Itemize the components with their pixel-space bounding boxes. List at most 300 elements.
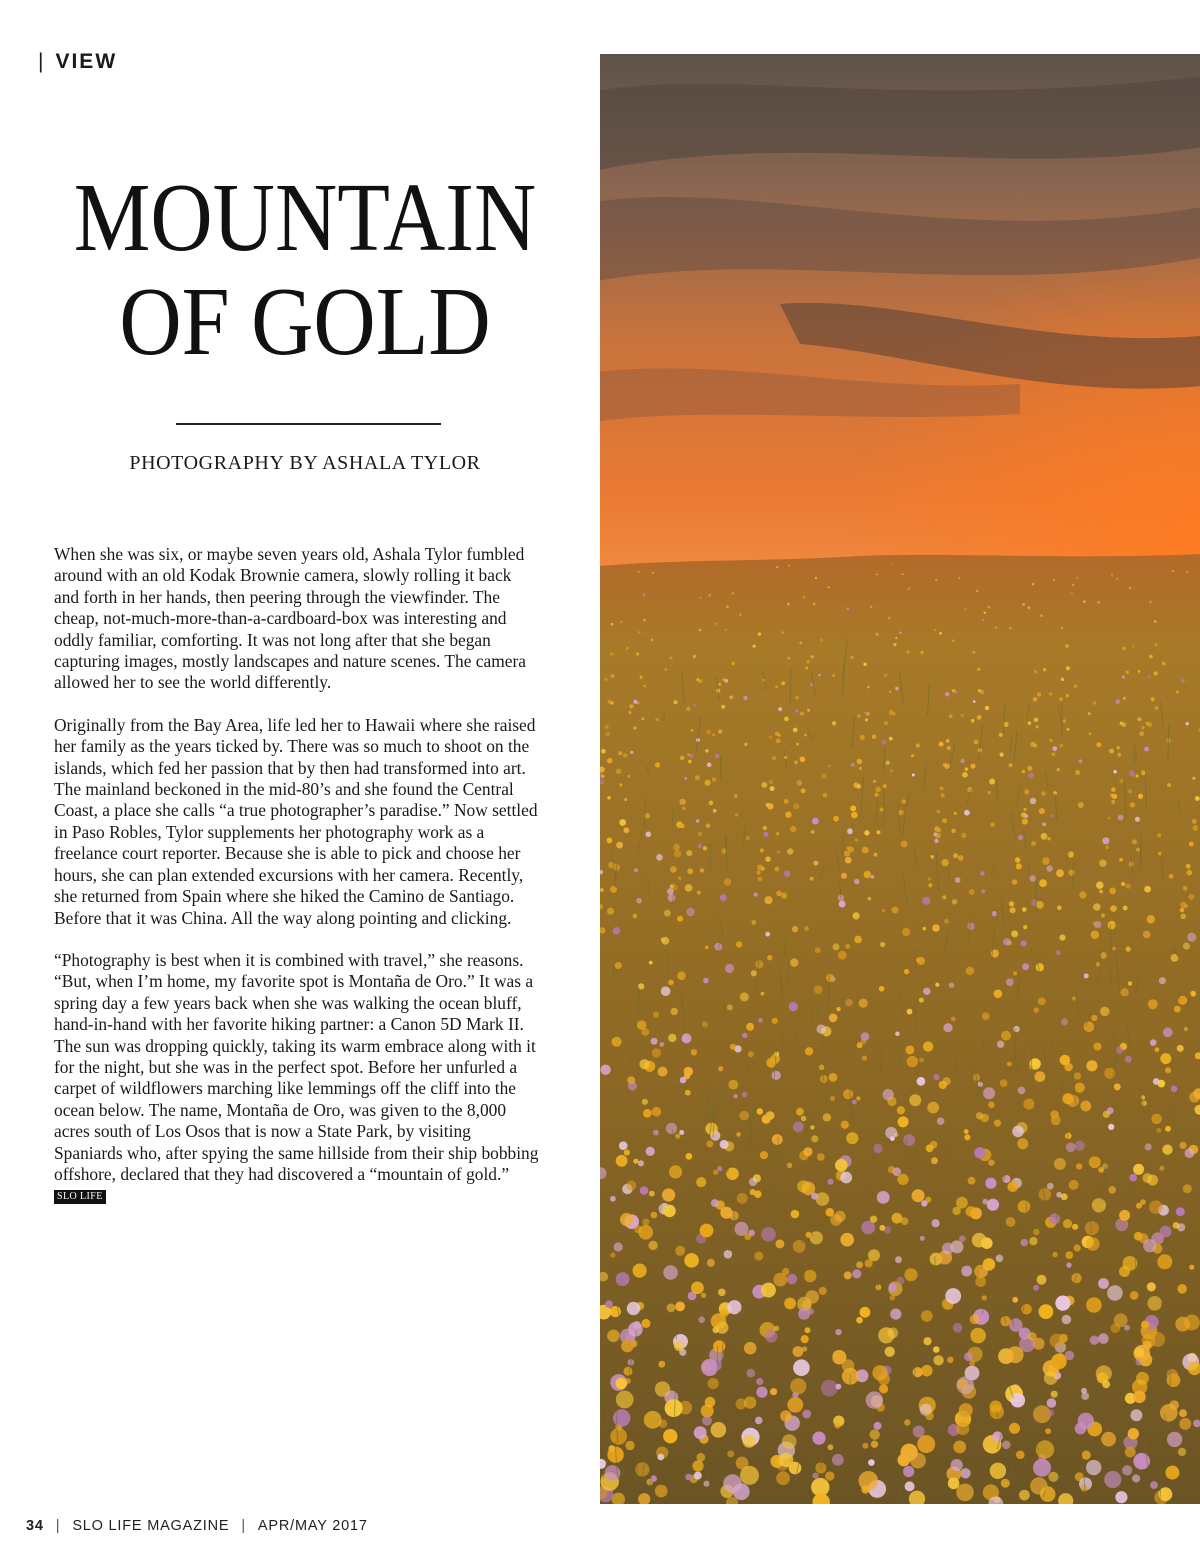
flower-dot bbox=[956, 1197, 968, 1209]
flower-dot bbox=[734, 794, 738, 798]
flower-dot bbox=[937, 810, 941, 814]
flower-dot bbox=[663, 1265, 678, 1280]
flower-dot bbox=[754, 1190, 762, 1198]
flower-dot bbox=[1001, 1031, 1011, 1041]
flower-dot bbox=[713, 809, 717, 813]
flower-dot bbox=[655, 762, 660, 767]
flower-dot bbox=[722, 678, 725, 681]
flower-dot bbox=[1024, 789, 1029, 794]
flower-dot bbox=[1192, 777, 1195, 780]
flower-dot bbox=[746, 836, 750, 840]
flower-dot bbox=[925, 1412, 934, 1421]
flower-dot bbox=[876, 573, 878, 575]
flower-dot bbox=[933, 1346, 940, 1353]
flower-dot bbox=[667, 888, 674, 895]
flower-dot bbox=[1055, 1296, 1070, 1311]
flower-dot bbox=[764, 832, 769, 837]
flower-dot bbox=[1089, 1156, 1101, 1168]
flower-dot bbox=[876, 633, 879, 636]
flower-dot bbox=[1179, 1418, 1191, 1430]
flower-dot bbox=[605, 1300, 613, 1308]
flower-dot bbox=[1079, 891, 1086, 898]
flower-dot bbox=[1067, 728, 1070, 731]
flower-dot bbox=[964, 608, 966, 610]
flower-dot bbox=[775, 686, 778, 689]
flower-dot bbox=[1019, 1490, 1030, 1501]
flower-dot bbox=[643, 1109, 652, 1118]
flower-dot bbox=[815, 947, 821, 953]
flower-dot bbox=[806, 660, 809, 663]
flower-dot bbox=[616, 1155, 628, 1167]
flower-dot bbox=[972, 651, 975, 654]
paragraph-1: When she was six, or maybe seven years old, Ashala Tylor fumbled around with an old Kodak Brownie camera, slowly rolling it back and forth in her hands, then peering through the viewfinder. The cheap, not-much-more-than-a-cardboard-box was interesting and oddly familiar, comforting. It was not long after that she began capturing images, mostly landscapes and nature scenes. The camera allowed her to see the world differently. bbox=[54, 544, 526, 693]
flower-dot bbox=[658, 1361, 665, 1368]
flower-dot bbox=[1169, 1400, 1179, 1410]
flower-dot bbox=[907, 1056, 918, 1067]
flower-dot bbox=[947, 746, 951, 750]
flower-dot bbox=[611, 702, 614, 705]
flower-dot bbox=[1128, 789, 1132, 793]
flower-dot bbox=[640, 1186, 649, 1195]
flower-dot bbox=[1086, 1460, 1101, 1475]
flower-dot bbox=[997, 1041, 1004, 1048]
flower-dot bbox=[799, 642, 802, 645]
flower-dot bbox=[850, 805, 856, 811]
flower-dot bbox=[899, 632, 901, 634]
flower-dot bbox=[1028, 1332, 1037, 1341]
flower-dot bbox=[758, 1018, 763, 1023]
flower-dot bbox=[633, 700, 637, 704]
flower-dot bbox=[961, 833, 967, 839]
flower-dot bbox=[781, 892, 787, 898]
flower-dot bbox=[897, 1277, 905, 1285]
flower-dot bbox=[895, 1032, 900, 1037]
flower-dot bbox=[1099, 890, 1103, 894]
flower-dot bbox=[1149, 1200, 1163, 1214]
flower-dot bbox=[984, 612, 987, 615]
flower-dot bbox=[921, 1200, 927, 1206]
flower-dot bbox=[860, 1307, 871, 1318]
flower-dot bbox=[804, 1270, 817, 1283]
flower-dot bbox=[1167, 1373, 1181, 1387]
flower-dot bbox=[1016, 863, 1022, 869]
flower-dot bbox=[701, 1359, 718, 1376]
flower-dot bbox=[1126, 947, 1131, 952]
flower-dot bbox=[627, 1302, 640, 1315]
flower-dot bbox=[1009, 627, 1012, 630]
flower-dot bbox=[796, 1108, 804, 1116]
title-line-1: MOUNTAIN bbox=[73, 164, 537, 272]
flower-dot bbox=[862, 847, 869, 854]
flower-dot bbox=[879, 1384, 888, 1393]
flower-dot bbox=[975, 1276, 986, 1287]
flower-dot bbox=[949, 982, 955, 988]
flower-dot bbox=[933, 1355, 943, 1365]
flower-dot bbox=[868, 1249, 880, 1261]
flower-dot bbox=[656, 854, 663, 861]
flower-dot bbox=[866, 1391, 883, 1408]
flower-dot bbox=[1035, 1071, 1046, 1082]
flower-dot bbox=[662, 1188, 675, 1201]
flower-dot bbox=[613, 1409, 630, 1426]
flower-dot bbox=[625, 1441, 634, 1450]
flower-dot bbox=[945, 692, 949, 696]
flower-dot bbox=[721, 705, 725, 709]
flower-dot bbox=[1031, 841, 1036, 846]
flower-dot bbox=[922, 927, 926, 931]
flower-dot bbox=[981, 889, 985, 893]
flower-dot bbox=[830, 1096, 835, 1101]
flower-dot bbox=[811, 830, 815, 834]
flower-dot bbox=[1061, 1018, 1068, 1025]
flower-dot bbox=[686, 850, 692, 856]
flower-dot bbox=[1096, 742, 1101, 747]
flower-dot bbox=[1074, 1072, 1082, 1080]
flower-dot bbox=[776, 566, 778, 568]
flower-dot bbox=[834, 1422, 840, 1428]
flower-dot bbox=[621, 1340, 634, 1353]
flower-dot bbox=[874, 1422, 882, 1430]
flower-dot bbox=[805, 1290, 819, 1304]
flower-dot bbox=[958, 855, 964, 861]
flower-dot bbox=[934, 839, 938, 843]
flower-dot bbox=[911, 754, 914, 757]
flower-dot bbox=[1159, 977, 1166, 984]
flower-dot bbox=[728, 1080, 738, 1090]
flower-dot bbox=[610, 1196, 616, 1202]
flower-dot bbox=[927, 1102, 939, 1114]
flower-dot bbox=[1028, 772, 1034, 778]
flower-dot bbox=[623, 753, 627, 757]
flower-dot bbox=[948, 1478, 960, 1490]
flower-dot bbox=[720, 894, 727, 901]
flower-dot bbox=[1049, 692, 1053, 696]
flower-dot bbox=[1062, 1093, 1073, 1104]
flower-dot bbox=[1098, 1278, 1109, 1289]
flower-dot bbox=[895, 687, 899, 691]
flower-dot bbox=[715, 623, 717, 625]
flower-dot bbox=[1134, 1347, 1144, 1357]
flower-dot bbox=[778, 734, 781, 737]
flower-dot bbox=[1060, 1055, 1071, 1066]
flower-dot bbox=[1082, 1451, 1091, 1460]
flower-dot bbox=[740, 1466, 759, 1485]
flower-dot bbox=[677, 916, 683, 922]
flower-dot bbox=[862, 1056, 867, 1061]
flower-dot bbox=[818, 674, 821, 677]
flower-dot bbox=[920, 1236, 925, 1241]
flower-dot bbox=[769, 780, 773, 784]
flower-dot bbox=[793, 803, 799, 809]
flower-dot bbox=[1157, 1254, 1172, 1269]
flower-dot bbox=[934, 629, 936, 631]
flower-dot bbox=[1134, 1232, 1143, 1241]
flower-dot bbox=[843, 1089, 853, 1099]
flower-dot bbox=[1072, 1224, 1078, 1230]
flower-dot bbox=[1081, 1392, 1089, 1400]
flower-dot bbox=[737, 1193, 748, 1204]
flower-dot bbox=[1072, 996, 1076, 1000]
flower-dot bbox=[917, 1077, 926, 1086]
flower-dot bbox=[691, 1282, 704, 1295]
flower-dot bbox=[776, 832, 780, 836]
flower-dot bbox=[682, 1033, 692, 1043]
flower-dot bbox=[757, 1108, 764, 1115]
flower-dot bbox=[1118, 815, 1124, 821]
flower-dot bbox=[966, 1206, 977, 1217]
flower-dot bbox=[1117, 753, 1121, 757]
flower-dot bbox=[680, 824, 685, 829]
flower-dot bbox=[765, 932, 770, 937]
flower-dot bbox=[922, 897, 930, 905]
flower-dot bbox=[1138, 670, 1141, 673]
flower-dot bbox=[685, 1474, 692, 1481]
flower-dot bbox=[919, 1058, 924, 1063]
flower-dot bbox=[939, 1081, 947, 1089]
flower-dot bbox=[1108, 1186, 1116, 1194]
flower-dot bbox=[1102, 837, 1109, 844]
flower-dot bbox=[949, 714, 953, 718]
flower-dot bbox=[1039, 879, 1047, 887]
flower-dot bbox=[720, 1207, 732, 1219]
flower-dot bbox=[646, 832, 652, 838]
flower-dot bbox=[1144, 747, 1149, 752]
flower-dot bbox=[1111, 787, 1116, 792]
flower-dot bbox=[1112, 947, 1116, 951]
flower-dot bbox=[1023, 925, 1027, 929]
flower-dot bbox=[1008, 1181, 1019, 1192]
flower-dot bbox=[952, 689, 956, 693]
flower-dot bbox=[670, 884, 674, 888]
flower-dot bbox=[1180, 902, 1187, 909]
flower-dot bbox=[819, 1287, 827, 1295]
footer-sep-2: | bbox=[241, 1518, 246, 1534]
flower-dot bbox=[601, 749, 606, 754]
flower-dot bbox=[1148, 675, 1151, 678]
flower-dot bbox=[727, 1450, 734, 1457]
flower-dot bbox=[743, 696, 747, 700]
flower-dot bbox=[970, 1314, 980, 1324]
flower-dot bbox=[1165, 1466, 1179, 1480]
flower-dot bbox=[615, 962, 622, 969]
flower-dot bbox=[1105, 845, 1109, 849]
flower-dot bbox=[1179, 1409, 1187, 1417]
flower-dot bbox=[756, 1387, 767, 1398]
flower-dot bbox=[757, 864, 763, 870]
paragraph-2: Originally from the Bay Area, life led her to Hawaii where she raised her family as the years ticked by. There was so much to shoot on the islands, which fed her passion that by then had transformed into art. The mainland beckoned in the mid-80’s and she found the Central Coast, a place she calls “a true photographer’s paradise.” Now settled in Paso Robles, Tylor supplements her photography work as a freelance court reporter. Because she is able to pick and choose her hours, she can plan extended excursions with her camera. Recently, she returned from Spain where she hiked the Camino de Santiago. Before that it was China. All the way along pointing and clicking. bbox=[54, 714, 538, 928]
grass-stem bbox=[717, 1346, 718, 1373]
flower-dot bbox=[825, 1471, 834, 1480]
flower-dot bbox=[671, 1008, 678, 1015]
flower-dot bbox=[729, 695, 733, 699]
flower-dot bbox=[649, 961, 653, 965]
flower-dot bbox=[1176, 690, 1180, 694]
flower-dot bbox=[964, 1352, 973, 1361]
flower-dot bbox=[1123, 906, 1128, 911]
flower-dot bbox=[882, 909, 886, 913]
flower-dot bbox=[1041, 833, 1048, 840]
flower-dot bbox=[845, 857, 852, 864]
flower-dot bbox=[1093, 701, 1097, 705]
flower-dot bbox=[607, 838, 613, 844]
flower-dot bbox=[1094, 1043, 1102, 1051]
flower-dot bbox=[840, 1172, 852, 1184]
flower-dot bbox=[967, 922, 975, 930]
flower-dot bbox=[1128, 1428, 1139, 1439]
flower-dot bbox=[772, 1071, 781, 1080]
flower-dot bbox=[613, 927, 621, 935]
flower-dot bbox=[718, 1066, 723, 1071]
flower-dot bbox=[762, 782, 768, 788]
flower-dot bbox=[1042, 857, 1050, 865]
flower-dot bbox=[1143, 931, 1151, 939]
flower-dot bbox=[996, 1255, 1004, 1263]
flower-dot bbox=[693, 704, 696, 707]
flower-dot bbox=[901, 841, 908, 848]
flower-dot bbox=[1104, 1471, 1121, 1488]
flower-dot bbox=[794, 760, 798, 764]
flower-dot bbox=[972, 1233, 987, 1248]
flower-dot bbox=[1143, 1341, 1152, 1350]
flower-dot bbox=[903, 1134, 915, 1146]
flower-dot bbox=[999, 733, 1003, 737]
flower-dot bbox=[1003, 938, 1010, 945]
flower-dot bbox=[1138, 717, 1142, 721]
footer-sep-1: | bbox=[55, 1518, 61, 1534]
flower-dot bbox=[662, 937, 670, 945]
flower-dot bbox=[691, 1049, 697, 1055]
flower-dot bbox=[744, 1396, 756, 1408]
flower-dot bbox=[835, 1329, 841, 1335]
flower-dot bbox=[959, 1236, 966, 1243]
flower-dot bbox=[1138, 794, 1143, 799]
flower-dot bbox=[921, 1365, 933, 1377]
flower-dot bbox=[954, 812, 957, 815]
flower-dot bbox=[851, 656, 854, 659]
flower-dot bbox=[680, 756, 684, 760]
flower-dot bbox=[974, 1147, 985, 1158]
flower-dot bbox=[793, 1359, 810, 1376]
flower-dot bbox=[811, 655, 814, 658]
flower-dot bbox=[706, 1140, 713, 1147]
flower-dot bbox=[814, 985, 823, 994]
flower-dot bbox=[776, 739, 781, 744]
flower-dot bbox=[944, 763, 950, 769]
flower-dot bbox=[1100, 1007, 1110, 1017]
flower-dot bbox=[956, 1422, 969, 1435]
flower-dot bbox=[1130, 1409, 1142, 1421]
flower-dot bbox=[982, 1012, 990, 1020]
flower-dot bbox=[919, 998, 924, 1003]
flower-dot bbox=[636, 652, 639, 655]
flower-dot bbox=[699, 629, 702, 632]
flower-dot bbox=[1155, 1047, 1160, 1052]
flower-dot bbox=[1186, 864, 1191, 869]
flower-dot bbox=[844, 1271, 852, 1279]
flower-dot bbox=[706, 824, 711, 829]
flower-dot bbox=[883, 1089, 894, 1100]
flower-dot bbox=[610, 1428, 627, 1445]
flower-dot bbox=[872, 735, 876, 739]
title-divider bbox=[176, 423, 441, 425]
flower-dot bbox=[878, 1327, 894, 1343]
flower-dot bbox=[709, 801, 714, 806]
flower-dot bbox=[1180, 908, 1185, 913]
flower-dot bbox=[761, 1283, 776, 1298]
flower-dot bbox=[640, 676, 643, 679]
flower-dot bbox=[901, 1444, 918, 1461]
flower-dot bbox=[804, 926, 809, 931]
flower-dot bbox=[653, 1012, 659, 1018]
flower-dot bbox=[628, 1081, 637, 1090]
flower-dot bbox=[867, 686, 870, 689]
flower-dot bbox=[770, 1388, 777, 1395]
flower-dot bbox=[871, 1441, 878, 1448]
flower-dot bbox=[1022, 603, 1025, 606]
flower-dot bbox=[774, 1326, 780, 1332]
flower-dot bbox=[1110, 905, 1117, 912]
flower-dot bbox=[1129, 587, 1131, 589]
flower-dot bbox=[634, 1225, 642, 1233]
flower-dot bbox=[892, 1213, 903, 1224]
flower-dot bbox=[1009, 901, 1014, 906]
flower-dot bbox=[1000, 753, 1004, 757]
flower-dot bbox=[628, 711, 631, 714]
flower-dot bbox=[1074, 685, 1077, 688]
flower-dot bbox=[851, 763, 855, 767]
flower-dot bbox=[642, 1099, 648, 1105]
flower-dot bbox=[1126, 671, 1129, 674]
flower-dot bbox=[706, 730, 711, 735]
flower-dot bbox=[912, 774, 915, 777]
flower-dot bbox=[673, 700, 677, 704]
flower-dot bbox=[1033, 1459, 1051, 1477]
flower-dot bbox=[736, 941, 742, 947]
flower-dot bbox=[1189, 1092, 1200, 1103]
flower-dot bbox=[708, 594, 711, 597]
flower-dot bbox=[1021, 940, 1027, 946]
flower-dot bbox=[751, 920, 756, 925]
flower-dot bbox=[955, 691, 958, 694]
flower-dot bbox=[1187, 933, 1196, 942]
flower-dot bbox=[1155, 706, 1159, 710]
flower-dot bbox=[724, 878, 732, 886]
flower-dot bbox=[871, 875, 875, 879]
flower-dot bbox=[669, 1165, 682, 1178]
flower-dot bbox=[605, 1465, 621, 1481]
flower-dot bbox=[1123, 697, 1126, 700]
flower-dot bbox=[1122, 675, 1125, 678]
flower-dot bbox=[888, 617, 891, 620]
flower-dot bbox=[923, 1041, 933, 1051]
flower-dot bbox=[1057, 905, 1062, 910]
flower-dot bbox=[764, 896, 772, 904]
flower-dot bbox=[1022, 818, 1028, 824]
flower-dot bbox=[1036, 901, 1044, 909]
flower-dot bbox=[832, 1350, 846, 1364]
flower-dot bbox=[740, 992, 749, 1001]
flower-dot bbox=[1149, 655, 1153, 659]
flower-dot bbox=[935, 579, 937, 581]
flower-dot bbox=[1136, 848, 1140, 852]
flower-dot bbox=[952, 899, 958, 905]
flower-dot bbox=[812, 1432, 825, 1445]
flower-dot bbox=[774, 867, 779, 872]
flower-dot bbox=[712, 733, 715, 736]
flower-dot bbox=[895, 1256, 902, 1263]
flower-dot bbox=[1151, 697, 1155, 701]
flower-dot bbox=[1048, 1409, 1055, 1416]
